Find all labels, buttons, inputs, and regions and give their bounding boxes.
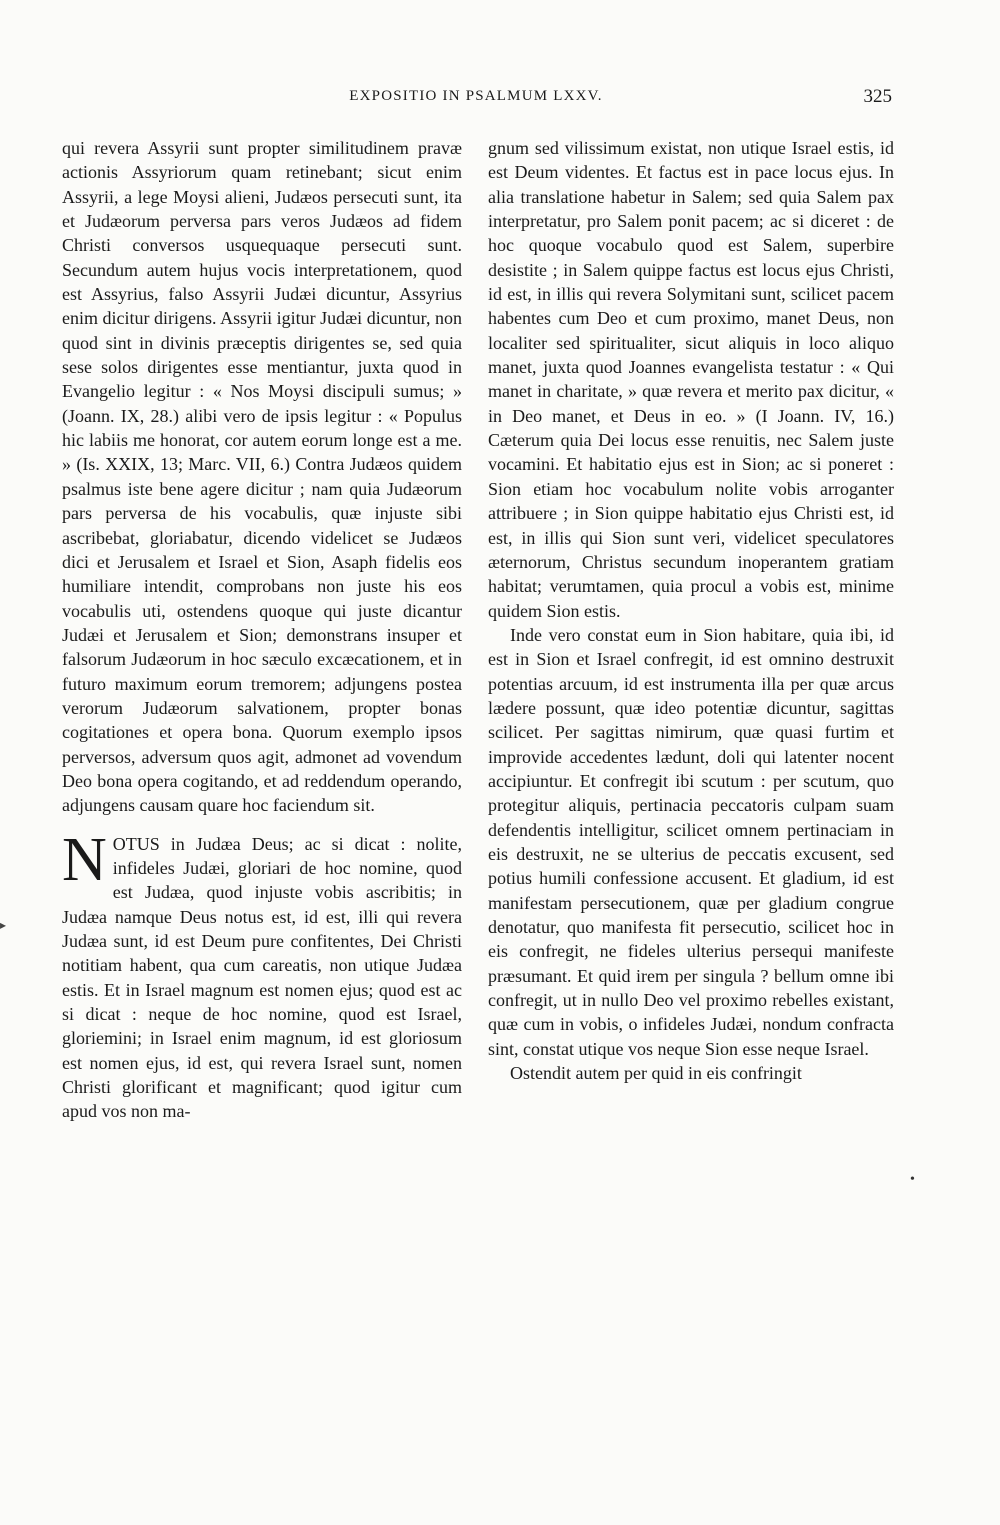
margin-mark: ▸: [0, 918, 7, 932]
drop-cap: N: [62, 825, 107, 894]
running-head: EXPOSITIO IN PSALMUM LXXV.: [349, 88, 603, 104]
right-column: [488, 136, 894, 1366]
left-paragraph-1: qui revera Assyrii sunt propter similitudinem pravæ actionis Assyriorum quam retinebant; sicut enim Assyrii, a lege Moysi alieni, Judæos persecuti sunt, ita et Judæorum perversa pars veros Judæos ad fidem Christi conversos usquequaque persecuti sunt. Secundum autem hujus vocis interpretationem, quod est Assyrius, falso Assyrii Judæi dicuntur, Assyrius enim dicitur dirigens. Assyrii igitur Judæi dicuntur, non quod sint in divinis præceptis dirigentes se, sed quia sese solos dirigentes esse mentiantur, juxta quod in Evangelio legitur : « Nos Moysi discipuli sumus; » (Joann. IX, 28.) alibi vero de ipsis legitur : « Populus hic labiis me honorat, cor autem eorum longe est a me. » (Is. XXIX, 13; Marc. VII, 6.) Contra Judæos quidem psalmus iste bene agere dicitur ; nam quia Judæorum pars perversa de his vocabulis, quæ injuste sibi ascribebat, gloriabatur, dicendo videlicet se Judæos dici et Jerusalem et Israel et Sion, Asaph fidelis eos humiliare intendit, comprobans non juste his eos vocabulis uti, ostendens quoque qui juste dicantur Judæi et Jerusalem et Sion; demonstrans insuper et falsorum Judæorum in hoc sæculo excæcationem, et in futuro maximum eorum tremorem; adjungens postea verorum Judæorum salvationem, propter bonas cogitationes et opera bona. Quorum exemplo ipsos perversos, adversum quos agit, admonet ad vovendum Deo bona opera cogitando, et ad reddendum operando, adjungens causam quare hoc faciendum sit.: [62, 138, 462, 816]
left-paragraph-2: [62, 825, 462, 1124]
right-paragraph-2: Inde vero constat eum in Sion habitare, quia ibi, id est in Sion et Israel confregit, id est omnino destruxit potentias arcuum, id est instrumenta illa per quæ arcus lædere possunt, quæ ideo potentiæ dicuntur, sagittas scilicet. Per sagittas nimirum, quæ quasi furtim et improvide accedentes lædunt, doli qui latenter nocent accipiuntur. Et confregit ibi scutum : per scutum, quo protegitur aliquis, pertinacia peccatoris culpam suam defendentis intelligitur, scilicet omnem pertinaciam in eis destruxit, ne se ulterius de peccatis excusent, sed potius humili confessione accusent. Et gladium, id est manifestam persecutionem, quæ per gladium congrue denotatur, quo manifesta fit persecutio, scilicet hoc in eis confregit, ne fideles ulterius persequi manifeste præsumant. Et quid irem per singula ? bellum omne ibi confregit, ut in nullo Deo vel proximo rebelles existant, quæ cum in vobis, o infideles Judæi, nondum confracta sint, constat utique vos neque Sion esse neque Israel.: [488, 624, 894, 1059]
right-paragraph-3: Ostendit autem per quid in eis confringit: [510, 1063, 802, 1084]
right-paragraph-1: gnum sed vilissimum existat, non utique Israel estis, id est Deum videntes. Et factus est in pace locus ejus. In alia translatione habetur in Salem; sed quia Salem pax interpretatur, pro Salem ponit pacem; ac si diceret : de hoc quoque vocabulo quod est Salem, superbire desistite ; in Salem quippe factus est locus ejus Christi, id est, in illis qui revera Solymitani sunt, scilicet pacem habentes cum Deo et cum proximo, manet Deus, non localiter sed spiritualiter, sicut aliquis in loco aliquo manet, juxta quod Joannes evangelista testatur : « Qui manet in charitate, » quæ revera et merito pax dicitur, « in Deo manet, et Deus in eo. » (I Joann. IV, 16.) Cæterum quia Dei locus esse renuitis, nec Salem juste vocamini. Et habitatio ejus est in Sion; ac si poneret : Sion etiam hoc vocabulum nolite vobis arroganter attribuere ; in Sion quippe habitatio ejus Christi est, id est, in illis qui Sion sunt veri, videlicet speculatores æternorum, Christus secundum inoperantem gratiam habitat; verumtamen, quia procul a vobis est, minime quidem Sion estis.: [488, 138, 894, 621]
page-number: 325: [863, 86, 892, 107]
margin-dot: •: [910, 1172, 915, 1187]
page-header: [60, 88, 892, 112]
left-column: [62, 136, 462, 1366]
left-paragraph-2-text: OTUS in Judæa Deus; ac si dicat : nolite, infideles Judæi, gloriari de hoc nomine, quod est Judæa, quod injuste vobis ascribitis; in Judæa namque Deus notus est, id est, illi qui revera Judæa sunt, id est Deum pure confitentes, Dei Christi notitiam habent, qua cum careatis, non utique Judæa estis. Et in Israel magnum est nomen ejus; quod est ac si dicat : neque de hoc nomine, quod est Israel, gloriemini; in Israel enim magnum, id est gloriosum est nomen ejus, id est, qui revera Israel sunt, nomen Christi glorificant et magnificant; quod igitur cum apud vos non ma-: [62, 833, 462, 1122]
